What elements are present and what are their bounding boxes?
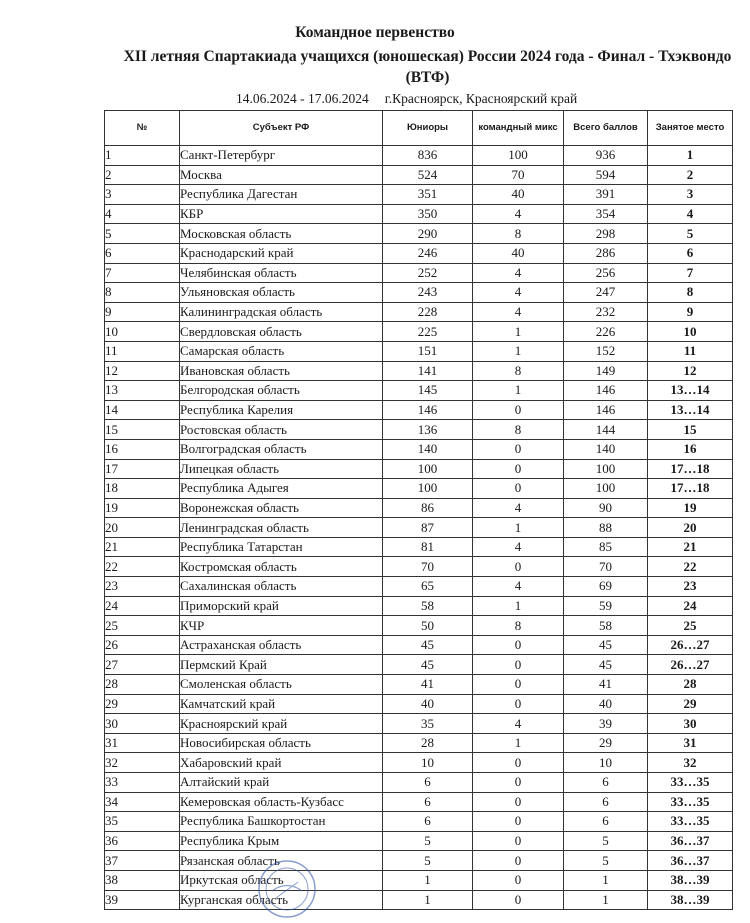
row-team-mix: 4 xyxy=(473,714,564,734)
row-number: 24 xyxy=(105,596,180,616)
row-juniors: 35 xyxy=(383,714,473,734)
row-place: 2 xyxy=(648,165,733,185)
row-number: 21 xyxy=(105,537,180,557)
row-region: Камчатский край xyxy=(180,694,383,714)
row-place: 25 xyxy=(648,616,733,636)
table-row xyxy=(105,537,733,557)
row-total-points: 45 xyxy=(564,635,648,655)
row-number: 32 xyxy=(105,753,180,773)
table-row xyxy=(105,851,733,871)
row-total-points: 391 xyxy=(564,185,648,205)
table-row xyxy=(105,753,733,773)
row-place: 19 xyxy=(648,498,733,518)
row-total-points: 594 xyxy=(564,165,648,185)
row-total-points: 70 xyxy=(564,557,648,577)
row-juniors: 228 xyxy=(383,302,473,322)
table-row xyxy=(105,498,733,518)
row-juniors: 65 xyxy=(383,577,473,597)
table-row xyxy=(105,812,733,832)
row-place: 8 xyxy=(648,283,733,303)
row-place: 28 xyxy=(648,675,733,695)
row-total-points: 140 xyxy=(564,439,648,459)
table-row xyxy=(105,263,733,283)
row-team-mix: 0 xyxy=(473,812,564,832)
header-juniors: Юниоры xyxy=(383,111,473,146)
row-team-mix: 1 xyxy=(473,733,564,753)
row-juniors: 6 xyxy=(383,792,473,812)
row-place: 22 xyxy=(648,557,733,577)
row-number: 13 xyxy=(105,381,180,401)
row-total-points: 40 xyxy=(564,694,648,714)
row-juniors: 351 xyxy=(383,185,473,205)
row-total-points: 85 xyxy=(564,537,648,557)
row-region: Хабаровский край xyxy=(180,753,383,773)
row-region: КЧР xyxy=(180,616,383,636)
row-region: Республика Адыгея xyxy=(180,479,383,499)
table-row xyxy=(105,322,733,342)
row-number: 25 xyxy=(105,616,180,636)
row-number: 7 xyxy=(105,263,180,283)
row-juniors: 28 xyxy=(383,733,473,753)
row-team-mix: 100 xyxy=(473,146,564,166)
row-juniors: 10 xyxy=(383,753,473,773)
row-juniors: 5 xyxy=(383,831,473,851)
table-row xyxy=(105,714,733,734)
row-region: Калининградская область xyxy=(180,302,383,322)
row-team-mix: 8 xyxy=(473,361,564,381)
row-place: 10 xyxy=(648,322,733,342)
table-header-row xyxy=(105,111,733,146)
row-region: Волгоградская область xyxy=(180,439,383,459)
row-total-points: 6 xyxy=(564,773,648,793)
row-number: 20 xyxy=(105,518,180,538)
row-region: Иркутская область xyxy=(180,870,383,890)
row-total-points: 41 xyxy=(564,675,648,695)
row-number: 39 xyxy=(105,890,180,910)
table-row xyxy=(105,616,733,636)
row-place: 23 xyxy=(648,577,733,597)
table-row xyxy=(105,185,733,205)
document-title: Командное первенство xyxy=(295,24,455,41)
row-total-points: 1 xyxy=(564,870,648,890)
row-place: 29 xyxy=(648,694,733,714)
row-place: 9 xyxy=(648,302,733,322)
row-total-points: 5 xyxy=(564,851,648,871)
row-region: КБР xyxy=(180,204,383,224)
row-region: Челябинская область xyxy=(180,263,383,283)
competition-title: XII летняя Спартакиада учащихся (юношеская) России 2024 года - Финал - Тхэквондо (ВТФ) xyxy=(123,48,732,86)
row-number: 33 xyxy=(105,773,180,793)
table-row xyxy=(105,381,733,401)
row-number: 31 xyxy=(105,733,180,753)
row-number: 12 xyxy=(105,361,180,381)
row-total-points: 1 xyxy=(564,890,648,910)
row-region: Республика Крым xyxy=(180,831,383,851)
header-number: № xyxy=(105,111,180,146)
header-team-mix: командный микс xyxy=(473,111,564,146)
row-place: 38…39 xyxy=(648,870,733,890)
row-juniors: 87 xyxy=(383,518,473,538)
row-region: Липецкая область xyxy=(180,459,383,479)
row-team-mix: 1 xyxy=(473,518,564,538)
row-total-points: 100 xyxy=(564,479,648,499)
row-number: 23 xyxy=(105,577,180,597)
event-dates: 14.06.2024 - 17.06.2024 xyxy=(236,91,369,106)
row-team-mix: 70 xyxy=(473,165,564,185)
row-juniors: 6 xyxy=(383,773,473,793)
row-juniors: 50 xyxy=(383,616,473,636)
row-place: 21 xyxy=(648,537,733,557)
row-team-mix: 4 xyxy=(473,537,564,557)
row-place: 20 xyxy=(648,518,733,538)
row-place: 33…35 xyxy=(648,812,733,832)
row-region: Самарская область xyxy=(180,341,383,361)
row-region: Сахалинская область xyxy=(180,577,383,597)
row-place: 36…37 xyxy=(648,831,733,851)
row-place: 30 xyxy=(648,714,733,734)
table-row xyxy=(105,361,733,381)
row-region: Москва xyxy=(180,165,383,185)
row-total-points: 29 xyxy=(564,733,648,753)
row-total-points: 39 xyxy=(564,714,648,734)
row-place: 13…14 xyxy=(648,400,733,420)
row-team-mix: 1 xyxy=(473,341,564,361)
table-row xyxy=(105,792,733,812)
row-team-mix: 1 xyxy=(473,596,564,616)
table-row xyxy=(105,577,733,597)
row-number: 26 xyxy=(105,635,180,655)
row-total-points: 45 xyxy=(564,655,648,675)
row-place: 17…18 xyxy=(648,459,733,479)
row-juniors: 225 xyxy=(383,322,473,342)
row-place: 4 xyxy=(648,204,733,224)
table-row xyxy=(105,243,733,263)
row-juniors: 141 xyxy=(383,361,473,381)
row-region: Алтайский край xyxy=(180,773,383,793)
row-number: 2 xyxy=(105,165,180,185)
row-place: 24 xyxy=(648,596,733,616)
row-total-points: 152 xyxy=(564,341,648,361)
row-region: Красноярский край xyxy=(180,714,383,734)
header-place: Занятое место xyxy=(648,111,733,146)
row-team-mix: 0 xyxy=(473,459,564,479)
row-place: 33…35 xyxy=(648,773,733,793)
row-total-points: 144 xyxy=(564,420,648,440)
row-place: 7 xyxy=(648,263,733,283)
row-region: Краснодарский край xyxy=(180,243,383,263)
row-total-points: 247 xyxy=(564,283,648,303)
results-body xyxy=(105,146,733,910)
row-total-points: 256 xyxy=(564,263,648,283)
row-number: 14 xyxy=(105,400,180,420)
row-place: 3 xyxy=(648,185,733,205)
row-juniors: 524 xyxy=(383,165,473,185)
row-number: 34 xyxy=(105,792,180,812)
row-juniors: 100 xyxy=(383,479,473,499)
row-juniors: 136 xyxy=(383,420,473,440)
row-number: 22 xyxy=(105,557,180,577)
row-region: Астраханская область xyxy=(180,635,383,655)
row-place: 1 xyxy=(648,146,733,166)
row-region: Смоленская область xyxy=(180,675,383,695)
row-team-mix: 8 xyxy=(473,420,564,440)
row-number: 16 xyxy=(105,439,180,459)
row-number: 5 xyxy=(105,224,180,244)
row-number: 17 xyxy=(105,459,180,479)
row-place: 38…39 xyxy=(648,890,733,910)
row-juniors: 246 xyxy=(383,243,473,263)
row-place: 33…35 xyxy=(648,792,733,812)
row-team-mix: 4 xyxy=(473,302,564,322)
row-team-mix: 0 xyxy=(473,773,564,793)
row-number: 28 xyxy=(105,675,180,695)
row-juniors: 151 xyxy=(383,341,473,361)
row-region: Ивановская область xyxy=(180,361,383,381)
event-location: г.Красноярск, Красноярский край xyxy=(384,91,578,106)
row-team-mix: 0 xyxy=(473,851,564,871)
row-region: Республика Карелия xyxy=(180,400,383,420)
row-number: 37 xyxy=(105,851,180,871)
row-region: Костромская область xyxy=(180,557,383,577)
table-row xyxy=(105,733,733,753)
row-region: Приморский край xyxy=(180,596,383,616)
table-row xyxy=(105,596,733,616)
table-row xyxy=(105,655,733,675)
results-table xyxy=(104,110,733,910)
row-number: 4 xyxy=(105,204,180,224)
row-region: Кемеровская область-Кузбасс xyxy=(180,792,383,812)
row-total-points: 298 xyxy=(564,224,648,244)
table-row xyxy=(105,675,733,695)
table-row xyxy=(105,557,733,577)
row-number: 38 xyxy=(105,870,180,890)
row-team-mix: 0 xyxy=(473,753,564,773)
row-total-points: 6 xyxy=(564,792,648,812)
row-juniors: 70 xyxy=(383,557,473,577)
row-team-mix: 0 xyxy=(473,655,564,675)
row-team-mix: 4 xyxy=(473,263,564,283)
row-total-points: 149 xyxy=(564,361,648,381)
row-juniors: 1 xyxy=(383,870,473,890)
table-row xyxy=(105,439,733,459)
row-number: 3 xyxy=(105,185,180,205)
row-team-mix: 8 xyxy=(473,616,564,636)
row-place: 5 xyxy=(648,224,733,244)
table-row xyxy=(105,224,733,244)
row-total-points: 100 xyxy=(564,459,648,479)
table-row xyxy=(105,773,733,793)
row-number: 10 xyxy=(105,322,180,342)
table-row xyxy=(105,146,733,166)
row-team-mix: 0 xyxy=(473,557,564,577)
row-total-points: 69 xyxy=(564,577,648,597)
table-row xyxy=(105,694,733,714)
row-juniors: 6 xyxy=(383,812,473,832)
row-number: 11 xyxy=(105,341,180,361)
row-total-points: 146 xyxy=(564,400,648,420)
row-place: 16 xyxy=(648,439,733,459)
row-juniors: 1 xyxy=(383,890,473,910)
table-row xyxy=(105,283,733,303)
row-team-mix: 0 xyxy=(473,890,564,910)
table-row xyxy=(105,341,733,361)
row-team-mix: 4 xyxy=(473,577,564,597)
table-row xyxy=(105,635,733,655)
table-row xyxy=(105,165,733,185)
row-number: 9 xyxy=(105,302,180,322)
row-region: Воронежская область xyxy=(180,498,383,518)
row-juniors: 41 xyxy=(383,675,473,695)
header-total-points: Всего баллов xyxy=(564,111,648,146)
row-region: Белгородская область xyxy=(180,381,383,401)
row-number: 35 xyxy=(105,812,180,832)
row-team-mix: 0 xyxy=(473,694,564,714)
row-team-mix: 4 xyxy=(473,204,564,224)
row-total-points: 232 xyxy=(564,302,648,322)
row-total-points: 6 xyxy=(564,812,648,832)
header-region: Субъект РФ xyxy=(180,111,383,146)
row-number: 15 xyxy=(105,420,180,440)
table-row xyxy=(105,831,733,851)
row-team-mix: 1 xyxy=(473,381,564,401)
row-juniors: 836 xyxy=(383,146,473,166)
table-row xyxy=(105,204,733,224)
row-place: 36…37 xyxy=(648,851,733,871)
row-region: Республика Башкортостан xyxy=(180,812,383,832)
row-region: Ульяновская область xyxy=(180,283,383,303)
row-place: 26…27 xyxy=(648,655,733,675)
row-region: Республика Татарстан xyxy=(180,537,383,557)
table-row xyxy=(105,302,733,322)
row-number: 19 xyxy=(105,498,180,518)
row-juniors: 290 xyxy=(383,224,473,244)
row-team-mix: 0 xyxy=(473,439,564,459)
table-row xyxy=(105,400,733,420)
row-region: Республика Дагестан xyxy=(180,185,383,205)
table-row xyxy=(105,479,733,499)
row-team-mix: 0 xyxy=(473,675,564,695)
row-juniors: 45 xyxy=(383,635,473,655)
row-total-points: 354 xyxy=(564,204,648,224)
row-juniors: 243 xyxy=(383,283,473,303)
row-total-points: 58 xyxy=(564,616,648,636)
row-juniors: 145 xyxy=(383,381,473,401)
row-region: Свердловская область xyxy=(180,322,383,342)
row-region: Московская область xyxy=(180,224,383,244)
row-number: 29 xyxy=(105,694,180,714)
row-juniors: 58 xyxy=(383,596,473,616)
row-juniors: 100 xyxy=(383,459,473,479)
row-number: 36 xyxy=(105,831,180,851)
row-place: 32 xyxy=(648,753,733,773)
row-juniors: 350 xyxy=(383,204,473,224)
row-region: Ленинградская область xyxy=(180,518,383,538)
row-number: 6 xyxy=(105,243,180,263)
row-juniors: 140 xyxy=(383,439,473,459)
row-total-points: 146 xyxy=(564,381,648,401)
row-team-mix: 0 xyxy=(473,831,564,851)
row-region: Пермский Край xyxy=(180,655,383,675)
row-total-points: 10 xyxy=(564,753,648,773)
table-row xyxy=(105,870,733,890)
row-total-points: 286 xyxy=(564,243,648,263)
row-region: Новосибирская область xyxy=(180,733,383,753)
table-row xyxy=(105,890,733,910)
row-team-mix: 0 xyxy=(473,479,564,499)
row-place: 15 xyxy=(648,420,733,440)
row-number: 27 xyxy=(105,655,180,675)
table-row xyxy=(105,459,733,479)
row-team-mix: 0 xyxy=(473,400,564,420)
row-juniors: 5 xyxy=(383,851,473,871)
row-juniors: 86 xyxy=(383,498,473,518)
row-number: 1 xyxy=(105,146,180,166)
row-total-points: 88 xyxy=(564,518,648,538)
row-place: 6 xyxy=(648,243,733,263)
row-total-points: 90 xyxy=(564,498,648,518)
row-number: 8 xyxy=(105,283,180,303)
row-team-mix: 0 xyxy=(473,870,564,890)
table-row xyxy=(105,420,733,440)
row-team-mix: 4 xyxy=(473,283,564,303)
row-total-points: 226 xyxy=(564,322,648,342)
row-team-mix: 8 xyxy=(473,224,564,244)
row-total-points: 59 xyxy=(564,596,648,616)
row-region: Курганская область xyxy=(180,890,383,910)
row-place: 17…18 xyxy=(648,479,733,499)
row-place: 26…27 xyxy=(648,635,733,655)
row-team-mix: 0 xyxy=(473,792,564,812)
row-region: Санкт-Петербург xyxy=(180,146,383,166)
row-number: 18 xyxy=(105,479,180,499)
row-juniors: 40 xyxy=(383,694,473,714)
row-place: 31 xyxy=(648,733,733,753)
row-juniors: 252 xyxy=(383,263,473,283)
row-place: 11 xyxy=(648,341,733,361)
row-total-points: 5 xyxy=(564,831,648,851)
row-juniors: 81 xyxy=(383,537,473,557)
row-region: Рязанская область xyxy=(180,851,383,871)
row-number: 30 xyxy=(105,714,180,734)
row-team-mix: 1 xyxy=(473,322,564,342)
row-team-mix: 0 xyxy=(473,635,564,655)
row-total-points: 936 xyxy=(564,146,648,166)
row-place: 12 xyxy=(648,361,733,381)
row-region: Ростовская область xyxy=(180,420,383,440)
row-team-mix: 4 xyxy=(473,498,564,518)
row-juniors: 146 xyxy=(383,400,473,420)
row-team-mix: 40 xyxy=(473,185,564,205)
table-row xyxy=(105,518,733,538)
row-place: 13…14 xyxy=(648,381,733,401)
row-team-mix: 40 xyxy=(473,243,564,263)
event-details xyxy=(236,91,577,107)
row-juniors: 45 xyxy=(383,655,473,675)
